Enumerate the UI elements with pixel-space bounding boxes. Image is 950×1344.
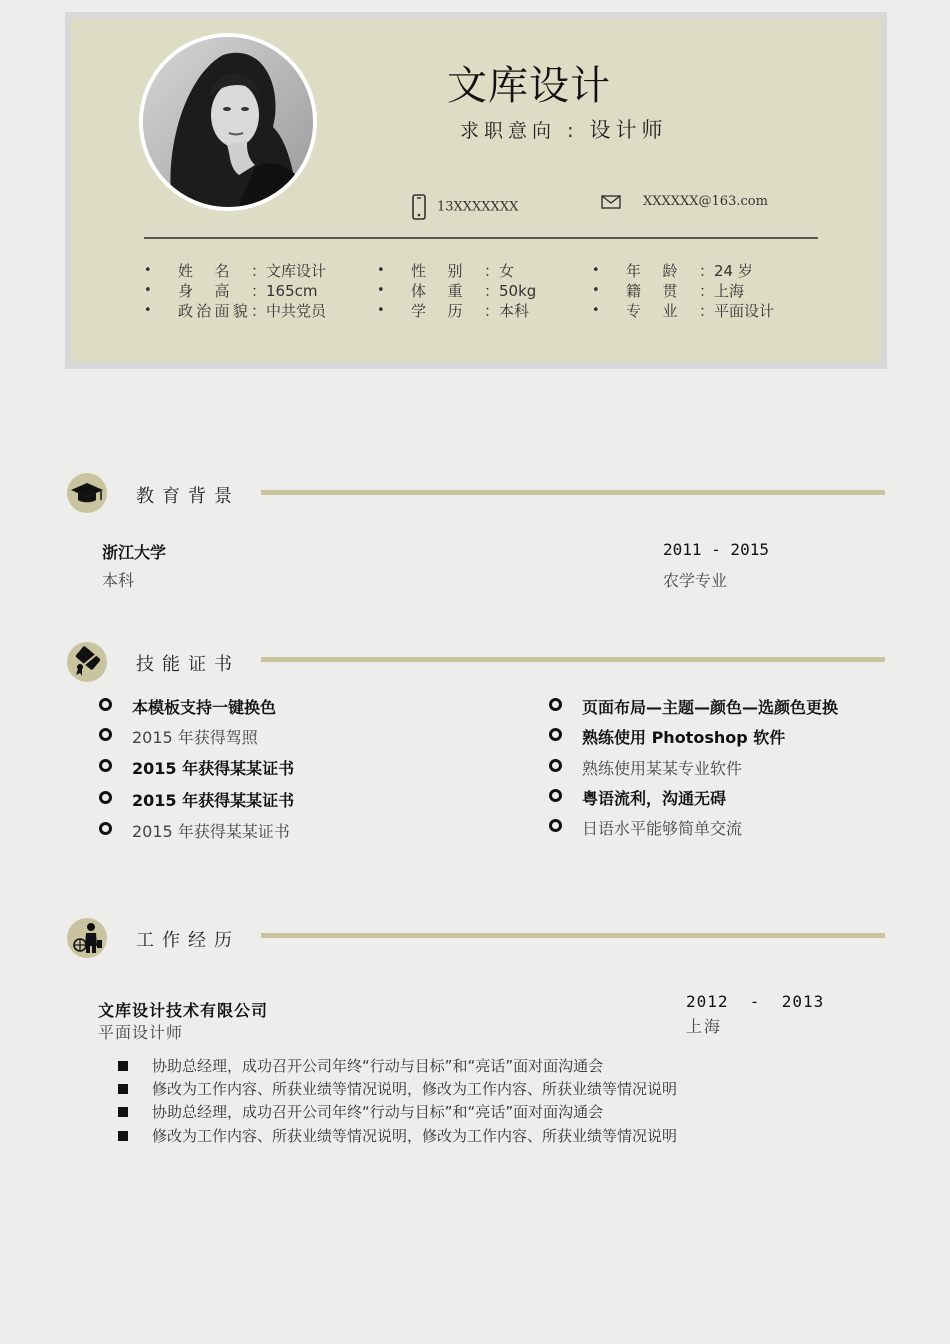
skills-divider (261, 657, 885, 662)
skill-item: 2015 年获得某某证书 (132, 819, 290, 842)
school-name: 浙江大学 (102, 543, 167, 562)
work-position: 平面设计师 (98, 1023, 184, 1042)
company-name: 文库设计技术有限公司 (98, 1001, 269, 1020)
job-intent-value: 设计师 (589, 118, 668, 142)
work-divider (261, 933, 885, 938)
job-intent-label: 求职意向 (460, 120, 557, 142)
info-row: • 籍贯：上海 (592, 281, 774, 301)
worker-icon (67, 918, 107, 958)
duty-item: 协助总经理，成功召开公司年终“行动与目标”和“亮话”面对面沟通会 (118, 1101, 603, 1122)
duty-item: 修改为工作内容、所获业绩等情况说明，修改为工作内容、所获业绩等情况说明 (118, 1078, 677, 1099)
work-location: 上海 (686, 1017, 723, 1036)
info-row: • 年龄：24 岁 (592, 261, 774, 281)
bullet-square-icon (118, 1084, 128, 1094)
skill-item: 日语水平能够简单交流 (582, 816, 742, 839)
bullet-ring-icon (99, 759, 112, 772)
education-period: 2011 - 2015 (663, 540, 769, 559)
education-major: 农学专业 (663, 571, 728, 590)
info-row: • 性别：女 (377, 261, 536, 281)
mail-icon (601, 195, 621, 209)
skill-item: 本模板支持一键换色 (132, 695, 276, 718)
bullet-ring-icon (549, 728, 562, 741)
bullet-ring-icon (549, 698, 562, 711)
bullet-ring-icon (99, 822, 112, 835)
bullet-square-icon (118, 1131, 128, 1141)
job-intent-separator: : (567, 120, 579, 142)
phone-contact (411, 194, 518, 220)
skill-item: 2015 年获得某某证书 (132, 788, 294, 811)
phone-number: 13XXXXXXX (437, 199, 519, 215)
degree: 本科 (102, 571, 135, 590)
skill-item: 2015 年获得驾照 (132, 725, 258, 748)
email-contact (601, 194, 768, 209)
info-row: • 体重：50kg (377, 281, 536, 301)
duty-item: 协助总经理，成功召开公司年终“行动与目标”和“亮话”面对面沟通会 (118, 1055, 603, 1076)
skills-title: 技能证书 (136, 654, 240, 675)
skill-item: 熟练使用某某专业软件 (582, 756, 742, 779)
education-title: 教育背景 (136, 486, 240, 507)
email-address: XXXXXX@163.com (643, 194, 768, 209)
bullet-square-icon (118, 1107, 128, 1117)
info-column-3 (592, 261, 774, 321)
duty-item: 修改为工作内容、所获业绩等情况说明，修改为工作内容、所获业绩等情况说明 (118, 1125, 677, 1146)
skill-item: 熟练使用 Photoshop 软件 (582, 725, 785, 748)
certificate-icon (67, 642, 107, 682)
header-card (65, 12, 887, 369)
skill-item: 2015 年获得某某证书 (132, 756, 294, 779)
bullet-ring-icon (99, 728, 112, 741)
info-row: • 姓名：文库设计 (144, 261, 326, 281)
job-intent (460, 114, 668, 144)
info-row: • 学历：本科 (377, 301, 536, 321)
skill-item: 粤语流利，沟通无碍 (582, 786, 726, 809)
bullet-ring-icon (99, 698, 112, 711)
bullet-ring-icon (549, 819, 562, 832)
candidate-name: 文库设计 (447, 63, 611, 109)
work-period: 2012 - 2013 (686, 992, 825, 1011)
info-row: • 专业：平面设计 (592, 301, 774, 321)
work-title: 工作经历 (136, 930, 240, 951)
education-divider (261, 490, 885, 495)
avatar (139, 33, 317, 211)
info-column-2 (377, 261, 536, 321)
phone-icon (411, 194, 427, 220)
header-divider (144, 237, 818, 239)
bullet-ring-icon (549, 759, 562, 772)
header-panel (71, 18, 881, 362)
info-column-1 (144, 261, 326, 321)
graduation-cap-icon (67, 473, 107, 513)
bullet-ring-icon (549, 789, 562, 802)
skill-item: 页面布局—主题—颜色—选颜色更换 (582, 695, 838, 718)
info-row: • 政治面貌：中共党员 (144, 301, 326, 321)
info-row: • 身高：165cm (144, 281, 326, 301)
bullet-ring-icon (99, 791, 112, 804)
bullet-square-icon (118, 1061, 128, 1071)
